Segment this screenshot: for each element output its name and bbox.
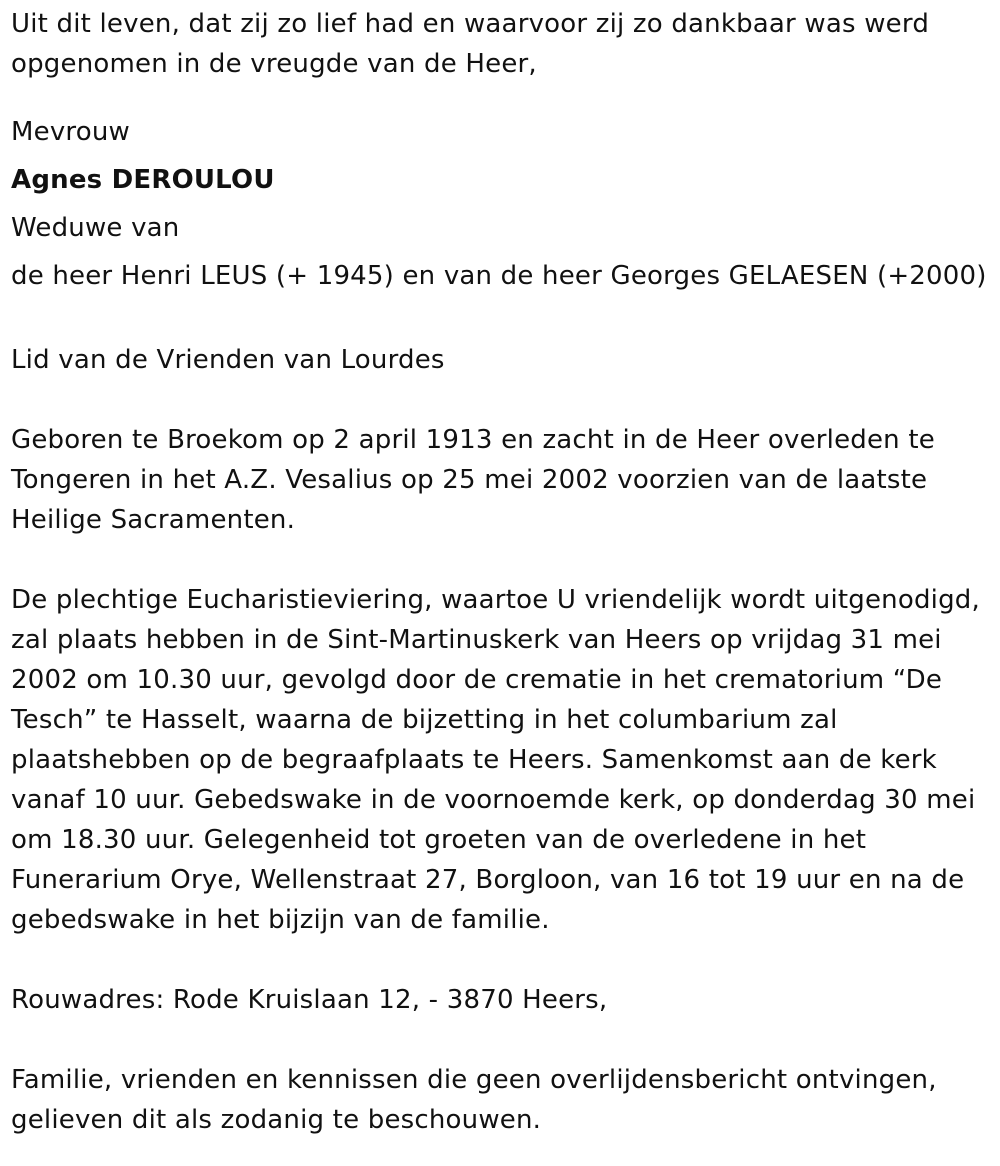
widow-label: Weduwe van — [11, 213, 180, 243]
deceased-name: Agnes DEROULOU — [11, 165, 275, 195]
ceremony-line-2: zal plaats hebben in de Sint-Martinuskerk van Heers op vrijdag 31 mei — [11, 625, 942, 655]
membership-line: Lid van de Vrienden van Lourdes — [11, 345, 445, 375]
person-block — [11, 108, 996, 300]
closing-line-1: Familie, vrienden en kennissen die geen overlijdensbericht ontvingen, — [11, 1065, 937, 1095]
ceremony-line-1: De plechtige Eucharistieviering, waartoe U vriendelijk wordt uitgenodigd, — [11, 585, 980, 615]
intro-line-2: opgenomen in de vreugde van de Heer, — [11, 49, 537, 79]
closing-line-2: gelieven dit als zodanig te beschouwen. — [11, 1105, 542, 1135]
closing-paragraph — [11, 1060, 996, 1140]
ceremony-line-6: vanaf 10 uur. Gebedswake in de voornoemde kerk, op donderdag 30 mei — [11, 785, 976, 815]
ceremony-line-4: Tesch” te Hasselt, waarna de bijzetting in het columbarium zal — [11, 705, 838, 735]
ceremony-line-9: gebedswake in het bijzijn van de familie. — [11, 905, 550, 935]
intro-paragraph — [11, 4, 996, 84]
obituary-text — [11, 4, 996, 1140]
ceremony-line-5: plaatshebben op de begraafplaats te Heers. Samenkomst aan de kerk — [11, 745, 937, 775]
birth-death-line-1: Geboren te Broekom op 2 april 1913 en zacht in de Heer overleden te — [11, 425, 935, 455]
address-line: Rouwadres: Rode Kruislaan 12, - 3870 Heers, — [11, 985, 608, 1015]
birth-death-line-3: Heilige Sacramenten. — [11, 505, 296, 535]
ceremony-line-7: om 18.30 uur. Gelegenheid tot groeten van de overledene in het — [11, 825, 867, 855]
intro-line-1: Uit dit leven, dat zij zo lief had en waarvoor zij zo dankbaar was werd — [11, 9, 930, 39]
birth-death-line-2: Tongeren in het A.Z. Vesalius op 25 mei 2002 voorzien van de laatste — [11, 465, 928, 495]
ceremony-line-8: Funerarium Orye, Wellenstraat 27, Borgloon, van 16 tot 19 uur en na de — [11, 865, 965, 895]
birth-death-paragraph — [11, 420, 996, 540]
spouses-line: de heer Henri LEUS (+ 1945) en van de heer Georges GELAESEN (+2000) — [11, 261, 987, 291]
ceremony-paragraph — [11, 580, 996, 940]
salutation: Mevrouw — [11, 117, 130, 147]
ceremony-line-3: 2002 om 10.30 uur, gevolgd door de crematie in het crematorium “De — [11, 665, 943, 695]
